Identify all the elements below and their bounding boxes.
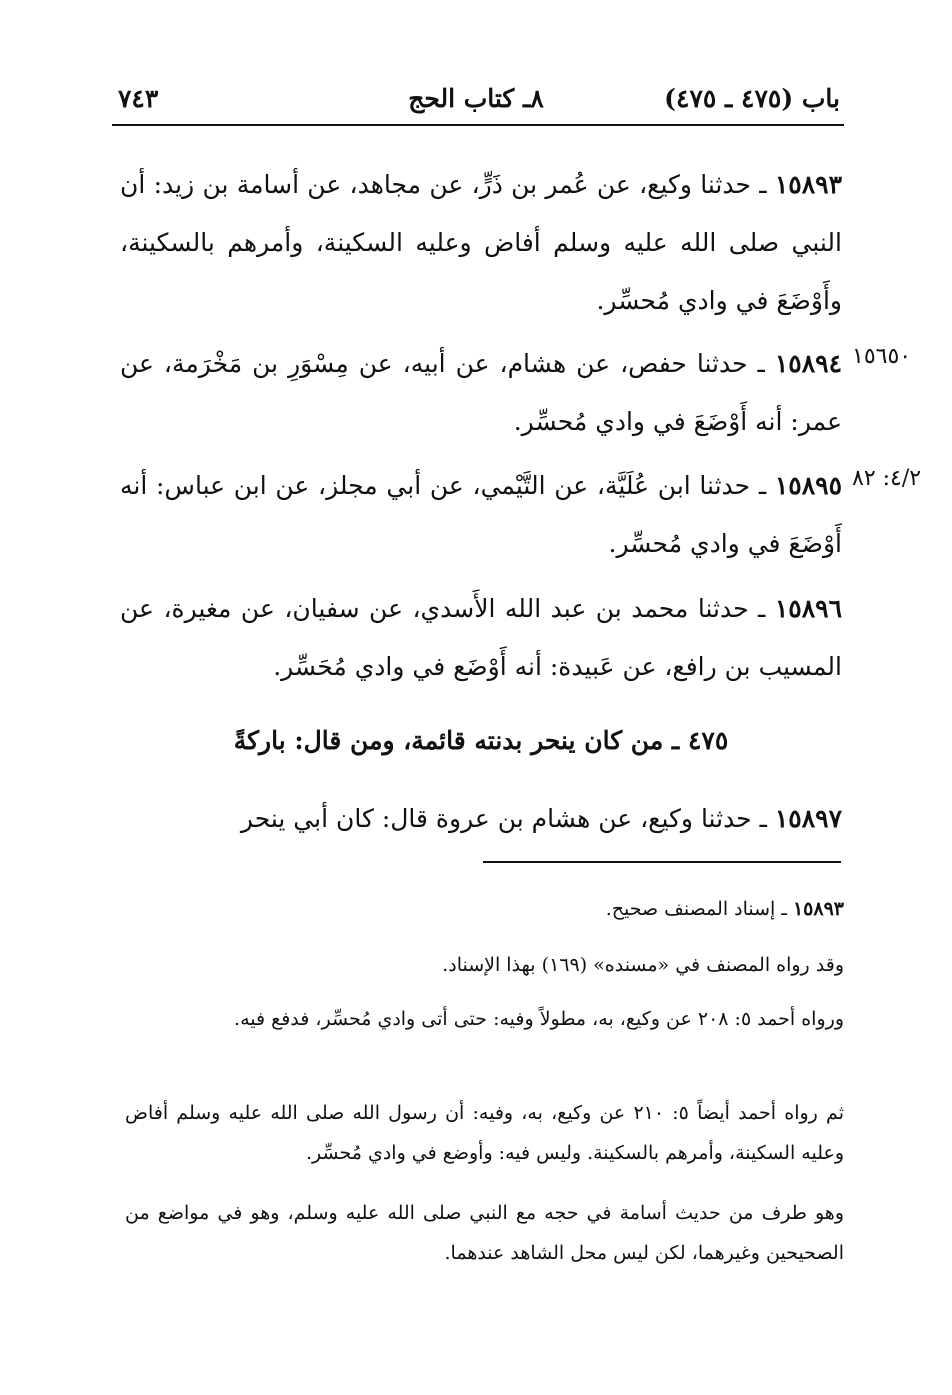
hadith-text: ـ حدثنا وكيع، عن عُمر بن ذَرٍّ، عن مجاهد، عن أسامة بن زيد: أن النبي صلى الله عليه وسلم أفاض وعليه السكينة، وأمرهم بالسكينة، وأَوْضَعَ في وادي مُحسِّر. <box>120 170 842 315</box>
section-heading: ٤٧٥ ـ من كان ينحر بدنته قائمة، ومن قال: باركةً <box>233 726 729 755</box>
hadith-15896 <box>120 580 842 696</box>
margin-reference: ١٥٦٥٠ <box>852 344 912 369</box>
page-number: ٧٤٣ <box>118 84 159 113</box>
hadith-number: ١٥٨٩٦ <box>774 594 842 623</box>
running-header-chapter: باب (٤٧٥ ـ ٤٧٥) <box>664 84 840 113</box>
footnote-paragraph: ثم رواه أحمد أيضاً ٥: ٢١٠ عن وكيع، به، وفيه: أن رسول الله صلى الله عليه وسلم أفاض وعليه السكينة، وأمرهم بالسكينة. وليس فيه: وأوضع في وادي مُحسِّر. <box>125 1102 844 1164</box>
hadith-number: ١٥٨٩٥ <box>774 471 842 500</box>
hadith-number: ١٥٨٩٣ <box>774 170 842 199</box>
hadith-text: ـ حدثنا حفص، عن هشام، عن أبيه، عن مِسْوَرِ بن مَخْرَمة، عن عمر: أنه أَوْضَعَ في وادي مُحسِّر. <box>120 349 842 436</box>
hadith-15894 <box>120 335 842 451</box>
hadith-text: ـ حدثنا وكيع، عن هشام بن عروة قال: كان أبي ينحر <box>240 804 775 833</box>
hadith-number: ١٥٨٩٤ <box>774 349 842 378</box>
footnote-text: ـ إسناد المصنف صحيح. <box>605 898 793 920</box>
hadith-15897 <box>120 790 842 848</box>
hadith-text: ـ حدثنا ابن عُلَيَّة، عن التَّيْمي، عن أبي مجلز، عن ابن عباس: أنه أَوْضَعَ في وادي مُحسِّر. <box>120 471 842 558</box>
hadith-text: ـ حدثنا محمد بن عبد الله الأَسدي، عن سفيان، عن مغيرة، عن المسيب بن رافع، عن عَبيدة: أنه أَوْضَع في وادي مُحَسِّر. <box>120 594 842 681</box>
hadith-15893 <box>120 156 842 330</box>
header-rule <box>112 124 844 126</box>
running-header-book-title: ٨ـ كتاب الحج <box>408 84 544 113</box>
footnote-15893 <box>125 889 844 929</box>
footnote-rule <box>483 861 841 863</box>
footnote-paragraph: وهو طرف من حديث أسامة في حجه مع النبي صلى الله عليه وسلم، وهو في مواضع من الصحيحين وغيرهما، لكن ليس محل الشاهد عندهما. <box>125 1202 844 1264</box>
footnote-number: ١٥٨٩٣ <box>792 898 844 920</box>
hadith-number: ١٥٨٩٧ <box>774 804 842 833</box>
hadith-15895 <box>120 457 842 573</box>
footnote-paragraph: وقد رواه المصنف في «مسنده» (١٦٩) بهذا الإسناد. <box>442 954 844 976</box>
footnote-paragraph: ورواه أحمد ٥: ٢٠٨ عن وكيع، به، مطولاً وفيه: حتى أتى وادي مُحسِّر، فدفع فيه. <box>234 1008 844 1030</box>
margin-reference: ٤/٢: ٨٢ <box>852 466 922 491</box>
